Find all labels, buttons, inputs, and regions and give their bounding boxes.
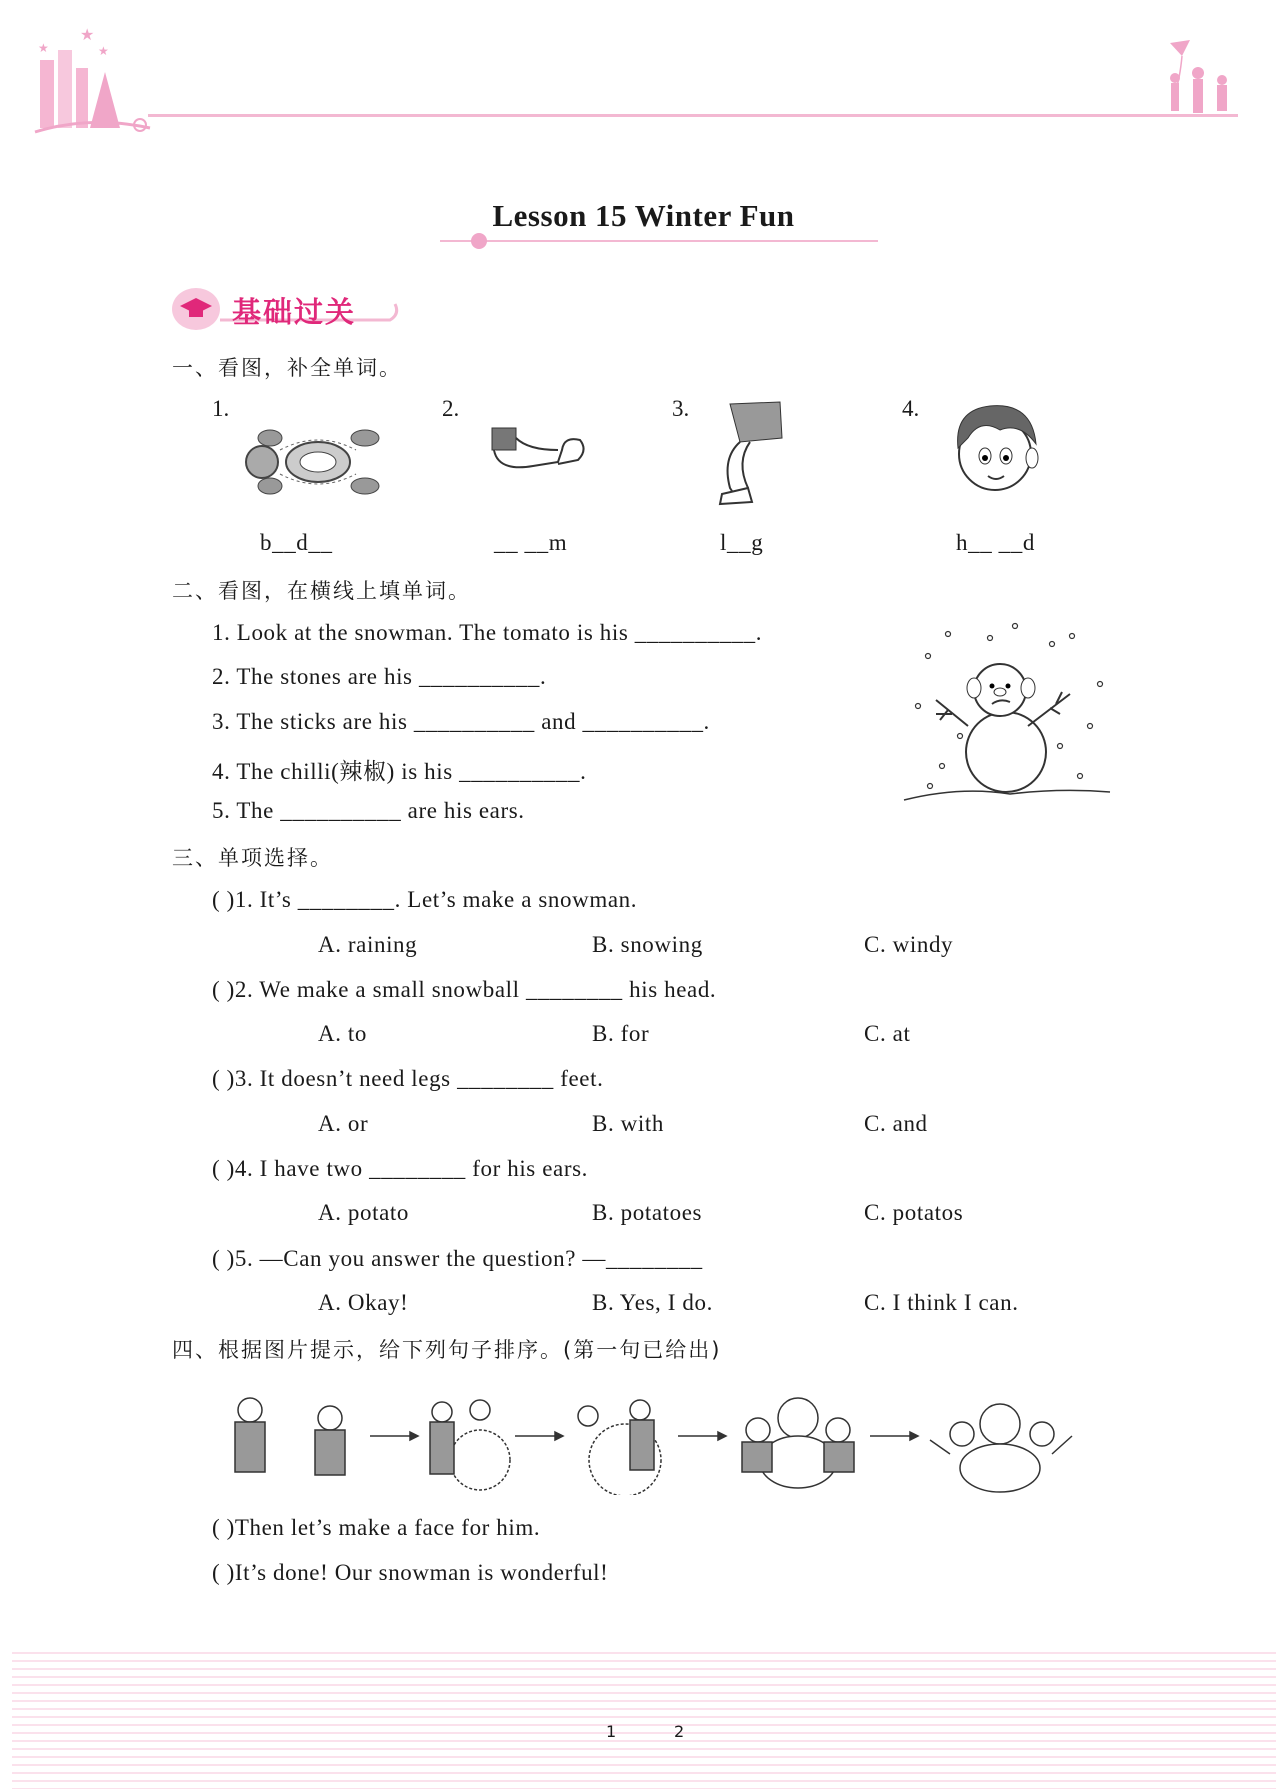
page-number-right: 2 [674,1722,685,1741]
part2-sentence: 3. The sticks are his __________ and __________. [212,709,710,734]
mc-question: ( )3. It doesn’t need legs ________ feet. [212,1066,604,1091]
part3-instruction: 三、单项选择。 [172,846,333,870]
part2-sentence: 2. The stones are his __________. [212,664,547,689]
order-sentence: ( )Then let’s make a face for him. [212,1515,541,1540]
mc-question: ( )2. We make a small snowball ________ his head. [212,977,717,1002]
header-books-icon [30,20,160,135]
mc-option-c: C. at [864,1021,911,1046]
mc-option-b: B. for [592,1021,650,1046]
part2-sentence: 1. Look at the snowman. The tomato is his __________. [212,620,763,645]
body-icon [240,420,395,500]
part1-item-number: 3. [672,396,690,421]
part1-item-number: 4. [902,396,920,421]
part1-item-number: 1. [212,396,230,421]
mc-option-c: C. I think I can. [864,1290,1019,1315]
mc-option-b: B. snowing [592,932,703,957]
title-dot [471,233,487,249]
snowman-picture [900,616,1115,804]
mc-option-a: A. or [318,1111,369,1136]
svg-text:★: ★ [38,41,49,55]
part1-item-number: 2. [442,396,460,421]
part1-blank: h__ __d [956,530,1035,555]
mc-option-b: B. with [592,1111,664,1136]
lesson-title: Lesson 15 Winter Fun [492,198,795,233]
header-kids-kite-icon [1160,38,1240,118]
arm-icon [488,420,588,480]
mc-option-c: C. and [864,1111,928,1136]
part1-instruction: 一、看图，补全单词。 [172,356,402,380]
mc-option-b: B. Yes, I do. [592,1290,713,1315]
part1-blank: l__g [720,530,764,555]
mc-option-b: B. potatoes [592,1200,703,1225]
mc-option-c: C. potatos [864,1200,964,1225]
header-rule [148,114,1238,117]
mc-option-c: C. windy [864,932,954,957]
part1-blank: __ __m [494,530,568,555]
part1-blank: b__d__ [260,530,333,555]
story-sequence-pictures [210,1380,1100,1495]
mc-question: ( )1. It’s ________. Let’s make a snowman. [212,887,638,912]
mc-option-a: A. Okay! [318,1290,409,1315]
mc-option-a: A. to [318,1021,367,1046]
part2-sentence: 5. The __________ are his ears. [212,798,525,823]
leg-icon [700,398,790,508]
mc-question: ( )4. I have two ________ for his ears. [212,1156,588,1181]
page-number-left: 1 [606,1722,617,1741]
section-title: 基础过关 [232,295,357,329]
part4-instruction: 四、根据图片提示，给下列句子排序。(第一句已给出) [172,1338,722,1362]
order-sentence: ( )It’s done! Our snowman is wonderful! [212,1560,609,1585]
head-icon [940,396,1050,496]
mc-option-a: A. raining [318,932,418,957]
part2-instruction: 二、看图，在横线上填单词。 [172,579,471,603]
svg-text:★: ★ [98,44,109,58]
footer-band [12,1652,1276,1789]
mc-question: ( )5. —Can you answer the question? —________ [212,1246,703,1271]
part2-sentence: 4. The chilli(辣椒) is his __________. [212,759,587,784]
title-underline [440,240,878,242]
mc-option-a: A. potato [318,1200,409,1225]
svg-text:★: ★ [80,25,95,44]
